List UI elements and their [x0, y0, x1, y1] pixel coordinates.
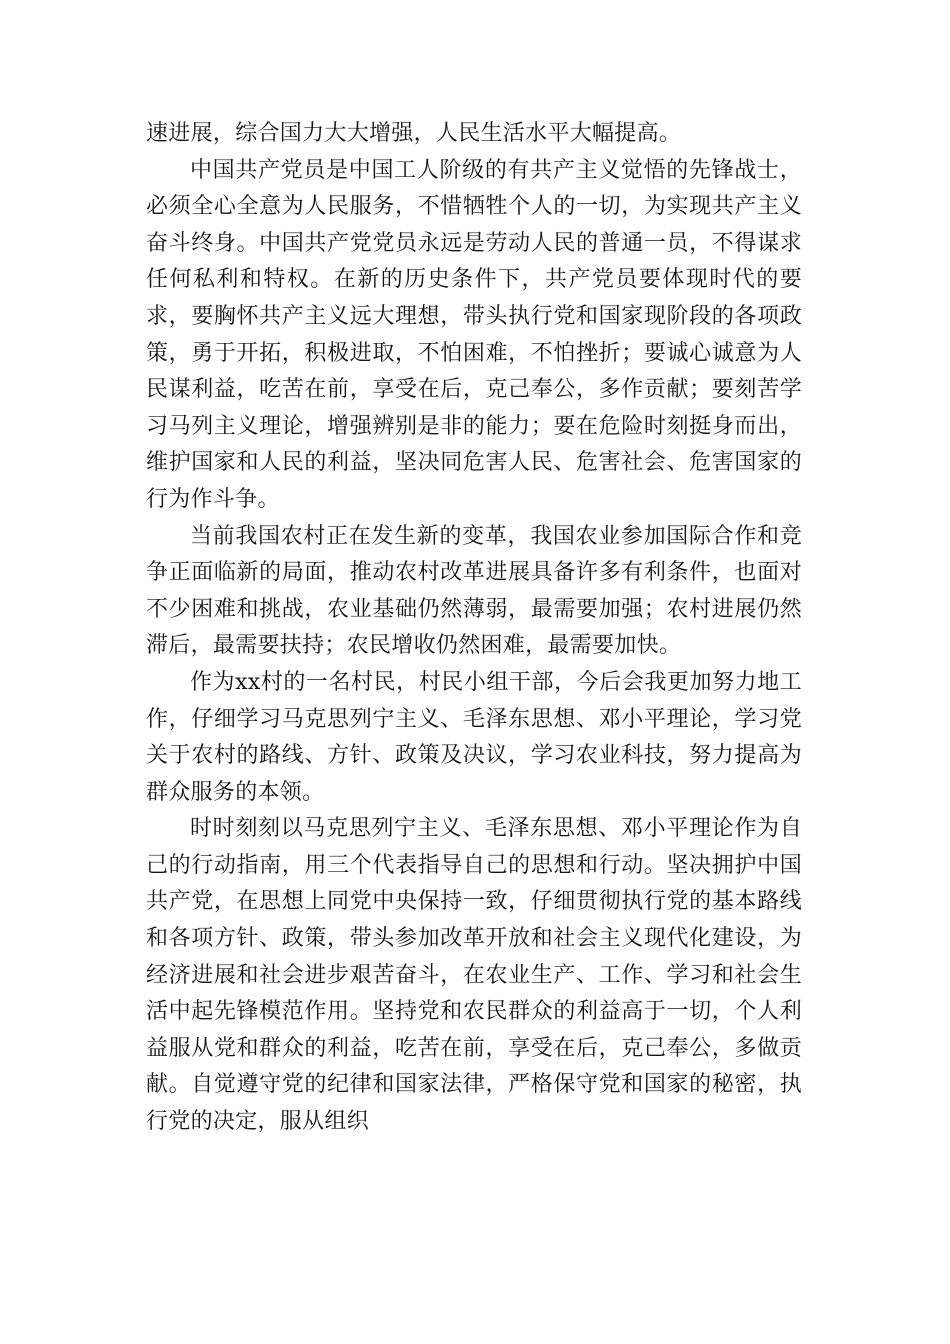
- paragraph-personal-commitment: 作为xx村的一名村民，村民小组干部，今后会我更加努力地工作，仔细学习马克思列宁主义、毛泽东思想、邓小平理论，学习党关于农村的路线、方针、政策及决议，学习农业科技，努力提高为群众服务的本领。: [146, 669, 802, 805]
- paragraph-continuation: 速进展，综合国力大大增强，人民生活水平大幅提高。: [146, 121, 682, 146]
- paragraph-party-member-duties: 中国共产党员是中国工人阶级的有共产主义觉悟的先锋战士，必须全心全意为人民服务，不惜牺牲个人的一切，为实现共产主义奋斗终身。中国共产党党员永远是劳动人民的普通一员，不得谋求任何私利和特权。在新的历史条件下，共产党员要体现时代的要求，要胸怀共产主义远大理想，带头执行党和国家现阶段的各项政策，勇于开拓，积极进取，不怕困难，不怕挫折；要诚心诚意为人民谋利益，吃苦在前，享受在后，克己奉公，多作贡献；要刻苦学习马列主义理论，增强辨别是非的能力；要在危险时刻挺身而出，维护国家和人民的利益，坚决同危害人民、危害社会、危害国家的行为作斗争。: [146, 157, 802, 512]
- paragraph-guiding-ideology: 时时刻刻以马克思列宁主义、毛泽东思想、邓小平理论作为自己的行动指南，用三个代表指导自己的思想和行动。坚决拥护中国共产党，在思想上同党中央保持一致，仔细贯彻执行党的基本路线和各项方针、政策，带头参加改革开放和社会主义现代化建设，为经济进展和社会进步艰苦奋斗，在农业生产、工作、学习和社会生活中起先锋模范作用。坚持党和农民群众的利益高于一切，个人利益服从党和群众的利益，吃苦在前，享受在后，克己奉公，多做贡献。自觉遵守党的纪律和国家法律，严格保守党和国家的秘密，执行党的决定，服从组织: [146, 816, 802, 1135]
- paragraph-rural-reform: 当前我国农村正在发生新的变革，我国农业参加国际合作和竞争正面临新的局面，推动农村改革进展具备许多有利条件，也面对不少困难和挑战，农业基础仍然薄弱，最需要加强；农村进展仍然滞后，最需要扶持；农民增收仍然困难，最需要加快。: [146, 523, 802, 659]
- document-body: [146, 116, 802, 1141]
